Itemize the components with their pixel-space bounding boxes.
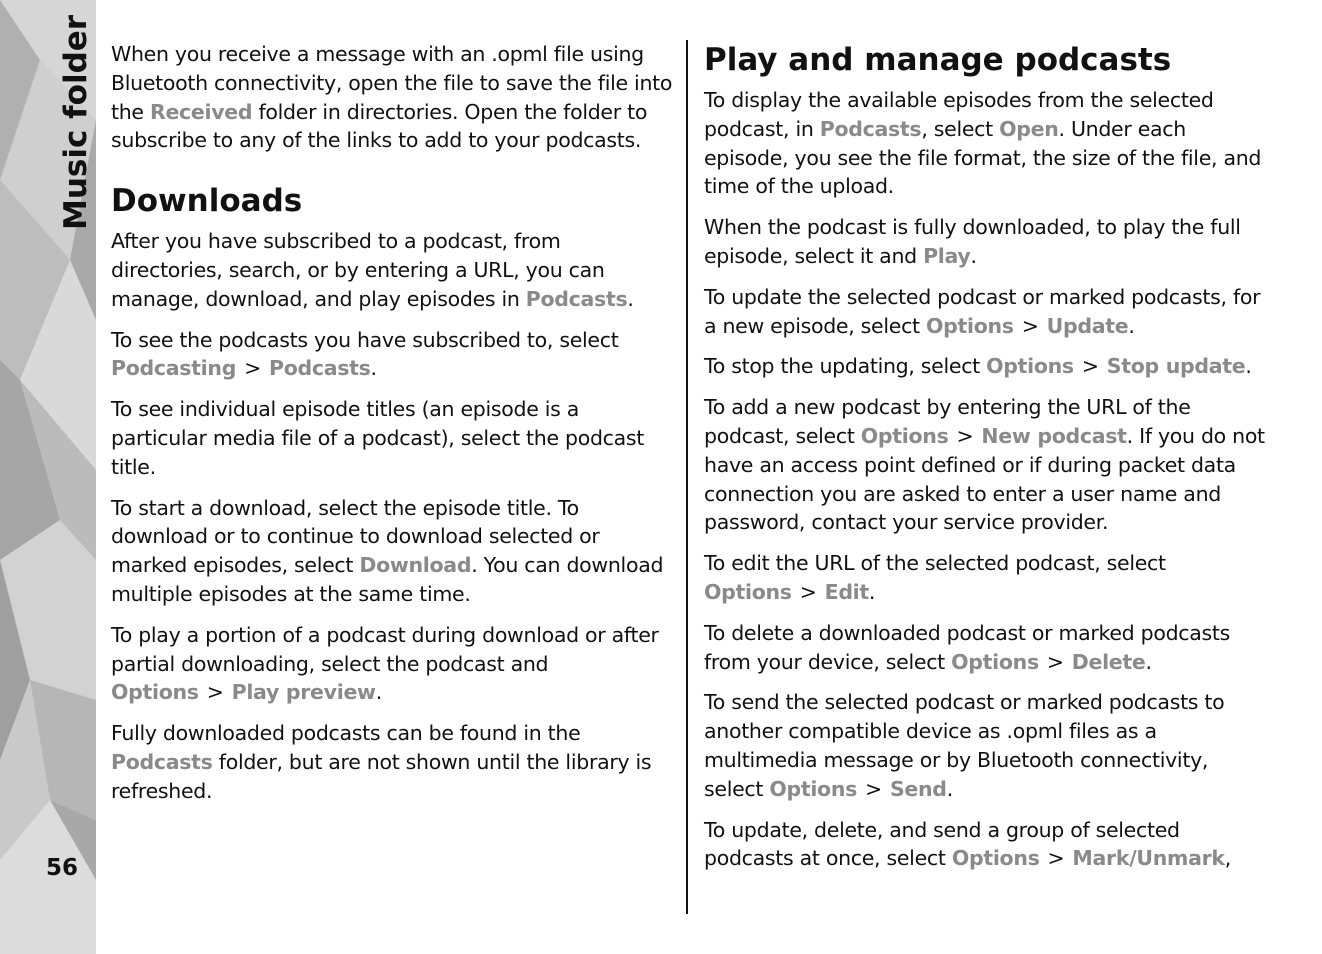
path-separator: > [1047,846,1065,871]
downloads-paragraph-5 [111,621,675,707]
manage-paragraph-1 [704,86,1270,201]
downloads-paragraph-6 [111,719,675,805]
menu-term: Stop update [1106,354,1246,379]
downloads-paragraph-3 [111,395,675,481]
play-manage-heading: Play and manage podcasts [704,42,1172,78]
menu-term: Podcasts [111,749,213,774]
menu-term: Options [769,776,858,801]
downloads-paragraph-2 [111,326,675,384]
text: To play a portion of a podcast during download or after partial downloading, select the podcast and [111,622,659,676]
path-separator: > [1046,649,1064,674]
menu-term: Options [986,354,1074,379]
menu-term: Delete [1071,649,1146,674]
downloads-paragraph-1 [111,227,675,313]
path-separator: > [865,776,882,801]
menu-term: Download [359,553,472,578]
text: . [1128,313,1135,338]
menu-term: Play preview [231,680,376,705]
text: To stop the updating, select [704,354,987,379]
page-number: 56 [46,855,79,881]
menu-term: Options [951,649,1039,674]
text: . [946,776,953,801]
text: . [1245,354,1252,379]
right-column [704,40,1270,885]
menu-term: Options [926,313,1014,338]
text: To update, delete, and send a group of selected podcasts at once, select [704,817,1180,871]
text: , select [921,116,1000,141]
text: folder in directories. Open the folder to subscribe to any of the links to add to your podcasts. [111,99,648,153]
manage-paragraph-5 [704,393,1270,537]
text: To edit the URL of the selected podcast, select [704,551,1166,576]
section-title [0,14,96,240]
text: After you have subscribed to a podcast, from directories, search, or by entering a URL, you can manage, download, and play episodes in [111,229,605,311]
column-divider [686,40,688,914]
menu-term: Podcasts [525,286,628,311]
menu-term: Options [111,680,199,705]
text: When the podcast is fully downloaded, to play the full episode, select it and [704,215,1241,268]
manage-paragraph-3 [704,283,1270,341]
path-separator: > [244,356,261,381]
text: To see individual episode titles (an episode is a particular media file of a podcast), select the podcast title. [111,397,645,479]
text: . [370,356,377,381]
text: . Under each episode, you see the file format, the size of the file, and time of the upload. [704,116,1262,199]
text: To add a new podcast by entering the URL of the podcast, select [704,395,1191,448]
manage-paragraph-7 [704,619,1270,677]
manage-paragraph-6 [704,549,1270,607]
manage-paragraph-4 [704,352,1270,381]
path-separator: > [1081,354,1099,379]
text: . [868,579,876,604]
downloads-heading: Downloads [111,183,303,220]
text: . [1145,649,1152,674]
manage-paragraph-8 [704,688,1270,803]
manage-paragraph-2 [704,213,1270,271]
menu-term: Options [860,423,949,448]
text: Fully downloaded podcasts can be found in the [111,721,581,746]
intro-paragraph [111,40,675,155]
menu-term: New podcast [981,423,1127,448]
text: . You can download multiple episodes at the same time. [111,553,664,606]
manage-paragraph-9 [704,816,1270,874]
menu-term: Edit [824,579,869,604]
menu-term: Podcasts [819,116,922,141]
text: To display the available episodes from the selected podcast, in [704,88,1214,141]
text: To send the selected podcast or marked podcasts to another compatible device as .opml files as a multimedia message or by Bluetooth connectivity, select [704,690,1225,801]
menu-term: Podcasts [268,356,371,381]
text: folder, but are not shown until the library is refreshed. [111,749,652,803]
downloads-paragraph-4 [111,494,675,609]
text: To start a download, select the episode title. To download or to continue to download selected or marked episodes, select [111,495,600,578]
left-column [111,40,675,818]
text: . [970,243,977,268]
text: , [1224,846,1231,871]
menu-term: Options [951,846,1040,871]
section-title-text: Music folder [58,14,94,230]
text: To see the podcasts you have subscribed to, select [111,327,619,352]
menu-term: Options [704,579,792,604]
text: To update the selected podcast or marked podcasts, for a new episode, select [704,284,1261,338]
menu-term: Podcasting [111,356,237,381]
path-separator: > [799,579,817,604]
text: . If you do not have an access point defined or if during packet data connection you are asked to enter a user name and password, contact your service provider. [704,423,1265,535]
path-separator: > [956,423,974,448]
menu-term: Received [149,99,253,124]
text: . [375,680,382,705]
path-separator: > [206,680,224,705]
path-separator: > [1021,313,1039,338]
menu-term: Open [999,116,1059,141]
menu-term: Play [923,243,971,268]
menu-term: Mark/Unmark [1072,846,1225,871]
text: When you receive a message with an .opml file using Bluetooth connectivity, open the file to save the file into the [111,42,673,124]
text: To delete a downloaded podcast or marked podcasts from your device, select [704,620,1231,674]
text: . [627,286,634,311]
menu-term: Send [889,776,947,801]
menu-term: Update [1046,313,1129,338]
